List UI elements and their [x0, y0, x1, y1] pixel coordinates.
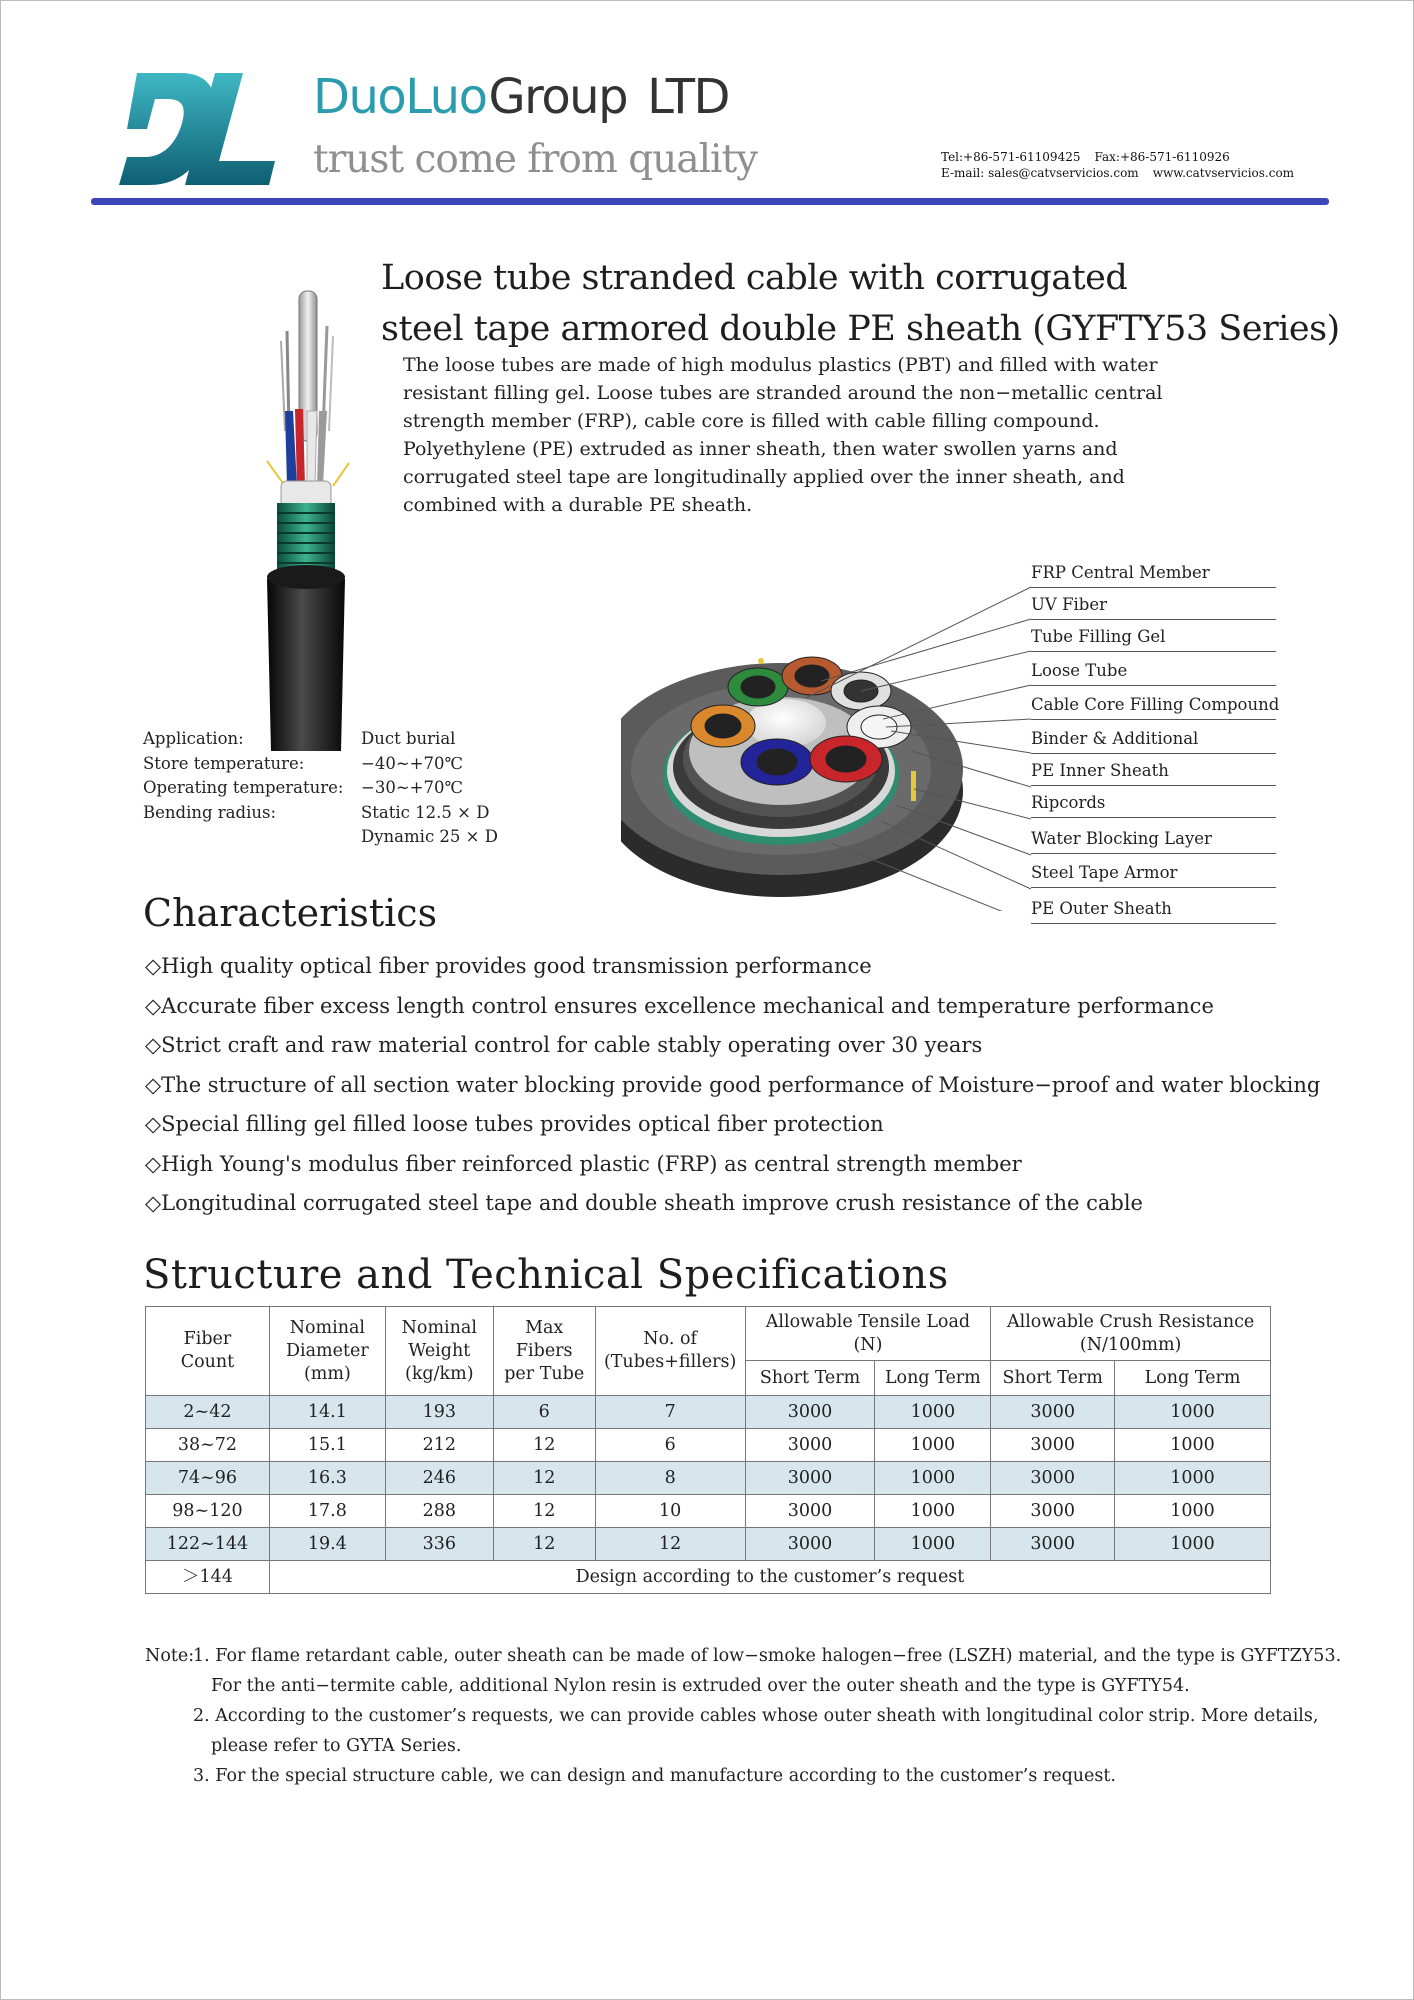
- header-tensile-short-term: Short Term: [745, 1361, 875, 1396]
- list-item: ◇Strict craft and raw material control for cable stably operating over 30 years: [145, 1033, 983, 1057]
- header-weight: Nominal Weight (kg/km): [385, 1307, 493, 1396]
- label-uv-fiber: UV Fiber: [1031, 586, 1276, 620]
- company-name: [313, 69, 729, 125]
- spec-value: −30~+70℃: [361, 778, 463, 797]
- notes: [145, 1641, 1341, 1791]
- title-line-1: Loose tube stranded cable with corrugated: [381, 258, 1128, 298]
- table-row: 98~120 17.8 288 12 10 3000 1000 3000 1000: [146, 1495, 1271, 1528]
- spec-row: [143, 801, 498, 826]
- diamond-bullet-icon: ◇: [145, 1112, 162, 1136]
- spec-key: Application:: [143, 729, 244, 748]
- spec-value: Dynamic 25 × D: [361, 827, 498, 846]
- diamond-bullet-icon: ◇: [145, 954, 162, 978]
- spec-row: [143, 752, 498, 777]
- spec-key: [143, 825, 361, 850]
- spec-value: −40~+70℃: [361, 753, 463, 773]
- fax: Fax:+86-571-6110926: [1094, 150, 1230, 164]
- diamond-bullet-icon: ◇: [145, 1151, 162, 1176]
- label-pe-outer-sheath: PE Outer Sheath: [1031, 890, 1276, 924]
- list-item: ◇Accurate fiber excess length control ensures excellence mechanical and temperature performance: [145, 993, 1214, 1018]
- header-tubes: No. of (Tubes+fillers): [595, 1307, 745, 1396]
- specifications-heading: Structure and Technical Specifications: [143, 1252, 949, 1298]
- header-fiber-count: Fiber Count: [146, 1307, 270, 1396]
- label-core-filling-compound: Cable Core Filling Compound: [1031, 686, 1276, 720]
- header-crush-short-term: Short Term: [991, 1361, 1115, 1396]
- table-row: 2~42 14.1 193 6 7 3000 1000 3000 1000: [146, 1396, 1271, 1429]
- label-tube-filling-gel: Tube Filling Gel: [1031, 618, 1276, 652]
- spec-key: Bending radius:: [143, 802, 277, 822]
- list-item: ◇Longitudinal corrugated steel tape and double sheath improve crush resistance of the cable: [145, 1191, 1143, 1215]
- table-row: [146, 1561, 1271, 1594]
- website: www.catvservicios.com: [1152, 166, 1295, 180]
- note-2-continued: please refer to GYTA Series.: [211, 1736, 462, 1756]
- header-divider: [91, 198, 1329, 205]
- contact-info: [941, 149, 1294, 181]
- table-row: 74~96 16.3 246 12 8 3000 1000 3000 1000: [146, 1462, 1271, 1495]
- header-crush-long-term: Long Term: [1115, 1361, 1271, 1396]
- table-row: 122~144 19.4 336 12 12 3000 1000 3000 1000: [146, 1528, 1271, 1561]
- characteristics-heading: Characteristics: [143, 891, 438, 935]
- label-ripcords: Ripcords: [1031, 784, 1276, 818]
- product-title: [381, 253, 1340, 355]
- note-lead: Note:: [145, 1646, 195, 1666]
- title-line-2: steel tape armored double PE sheath (GYFTY53 Series): [381, 309, 1340, 349]
- spec-row: [143, 776, 498, 801]
- email: E-mail: sales@catvservicios.com: [941, 166, 1139, 180]
- spec-row: [143, 727, 498, 752]
- header-max-fibers: Max Fibers per Tube: [493, 1307, 595, 1396]
- header-diameter: Nominal Diameter (mm): [269, 1307, 385, 1396]
- diamond-bullet-icon: ◇: [145, 993, 162, 1018]
- characteristics-list: [145, 947, 1320, 1224]
- tagline: trust come from quality: [313, 137, 758, 182]
- duoluo-logo: [119, 69, 279, 189]
- spec-key: Store temperature:: [143, 753, 305, 773]
- product-description: The loose tubes are made of high modulus plastics (PBT) and filled with water resistant filling gel. Loose tubes are stranded around the non−metallic central strength member (FRP), cable core is filled with cable filling compound. Polyethylene (PE) extruded as inner sheath, then water swollen yarns and corrugated steel tape are longitudinally applied over the inner sheath, and combined with a durable PE sheath.: [403, 354, 1163, 516]
- note-3: 3. For the special structure cable, we can design and manufacture according to the customer’s request.: [193, 1766, 1116, 1786]
- diamond-bullet-icon: ◇: [145, 1191, 162, 1215]
- cable-illustration: [237, 281, 367, 751]
- label-pe-inner-sheath: PE Inner Sheath: [1031, 752, 1276, 786]
- spec-key: Operating temperature:: [143, 778, 344, 797]
- header-crush-resistance: Allowable Crush Resistance (N/100mm): [991, 1307, 1271, 1361]
- label-water-blocking-layer: Water Blocking Layer: [1031, 820, 1276, 854]
- brand-part2: Group: [488, 69, 628, 125]
- application-specs: [143, 727, 498, 850]
- spec-value: Static 12.5 × D: [361, 802, 490, 822]
- diamond-bullet-icon: ◇: [145, 1033, 162, 1057]
- note-1-continued: For the anti−termite cable, additional Nylon resin is extruded over the outer sheath and the type is GYFTY54.: [211, 1676, 1190, 1696]
- label-loose-tube: Loose Tube: [1031, 652, 1276, 686]
- header-tensile-load: Allowable Tensile Load (N): [745, 1307, 991, 1361]
- brand-part3: LTD: [647, 69, 729, 125]
- list-item: ◇High quality optical fiber provides good transmission performance: [145, 954, 872, 978]
- list-item: ◇High Young's modulus fiber reinforced plastic (FRP) as central strength member: [145, 1151, 1022, 1176]
- specifications-table: [145, 1306, 1271, 1594]
- header-tensile-long-term: Long Term: [875, 1361, 991, 1396]
- brand-part1: DuoLuo: [313, 69, 487, 125]
- table-row: 38~72 15.1 212 12 6 3000 1000 3000 1000: [146, 1429, 1271, 1462]
- custom-design-note: Design according to the customer’s request: [269, 1561, 1270, 1594]
- list-item: ◇The structure of all section water blocking provide good performance of Moisture−proof and water blocking: [145, 1072, 1321, 1097]
- spec-row: [143, 825, 498, 850]
- label-frp-central-member: FRP Central Member: [1031, 554, 1276, 588]
- custom-fiber-count: ＞144: [146, 1561, 270, 1594]
- label-binder: Binder & Additional: [1031, 720, 1276, 754]
- spec-value: Duct burial: [361, 729, 456, 748]
- note-1: Note:1. For flame retardant cable, outer sheath can be made of low−smoke halogen−free (LSZH) material, and the type is GYFTZY53.: [145, 1641, 1341, 1671]
- label-steel-tape-armor: Steel Tape Armor: [1031, 854, 1276, 888]
- telephone: Tel:+86-571-61109425: [941, 150, 1081, 164]
- note-2: 2. According to the customer’s requests, we can provide cables whose outer sheath with longitudinal color strip. More details,: [193, 1706, 1319, 1726]
- diamond-bullet-icon: ◇: [145, 1072, 162, 1097]
- list-item: ◇Special filling gel filled loose tubes provides optical fiber protection: [145, 1112, 884, 1136]
